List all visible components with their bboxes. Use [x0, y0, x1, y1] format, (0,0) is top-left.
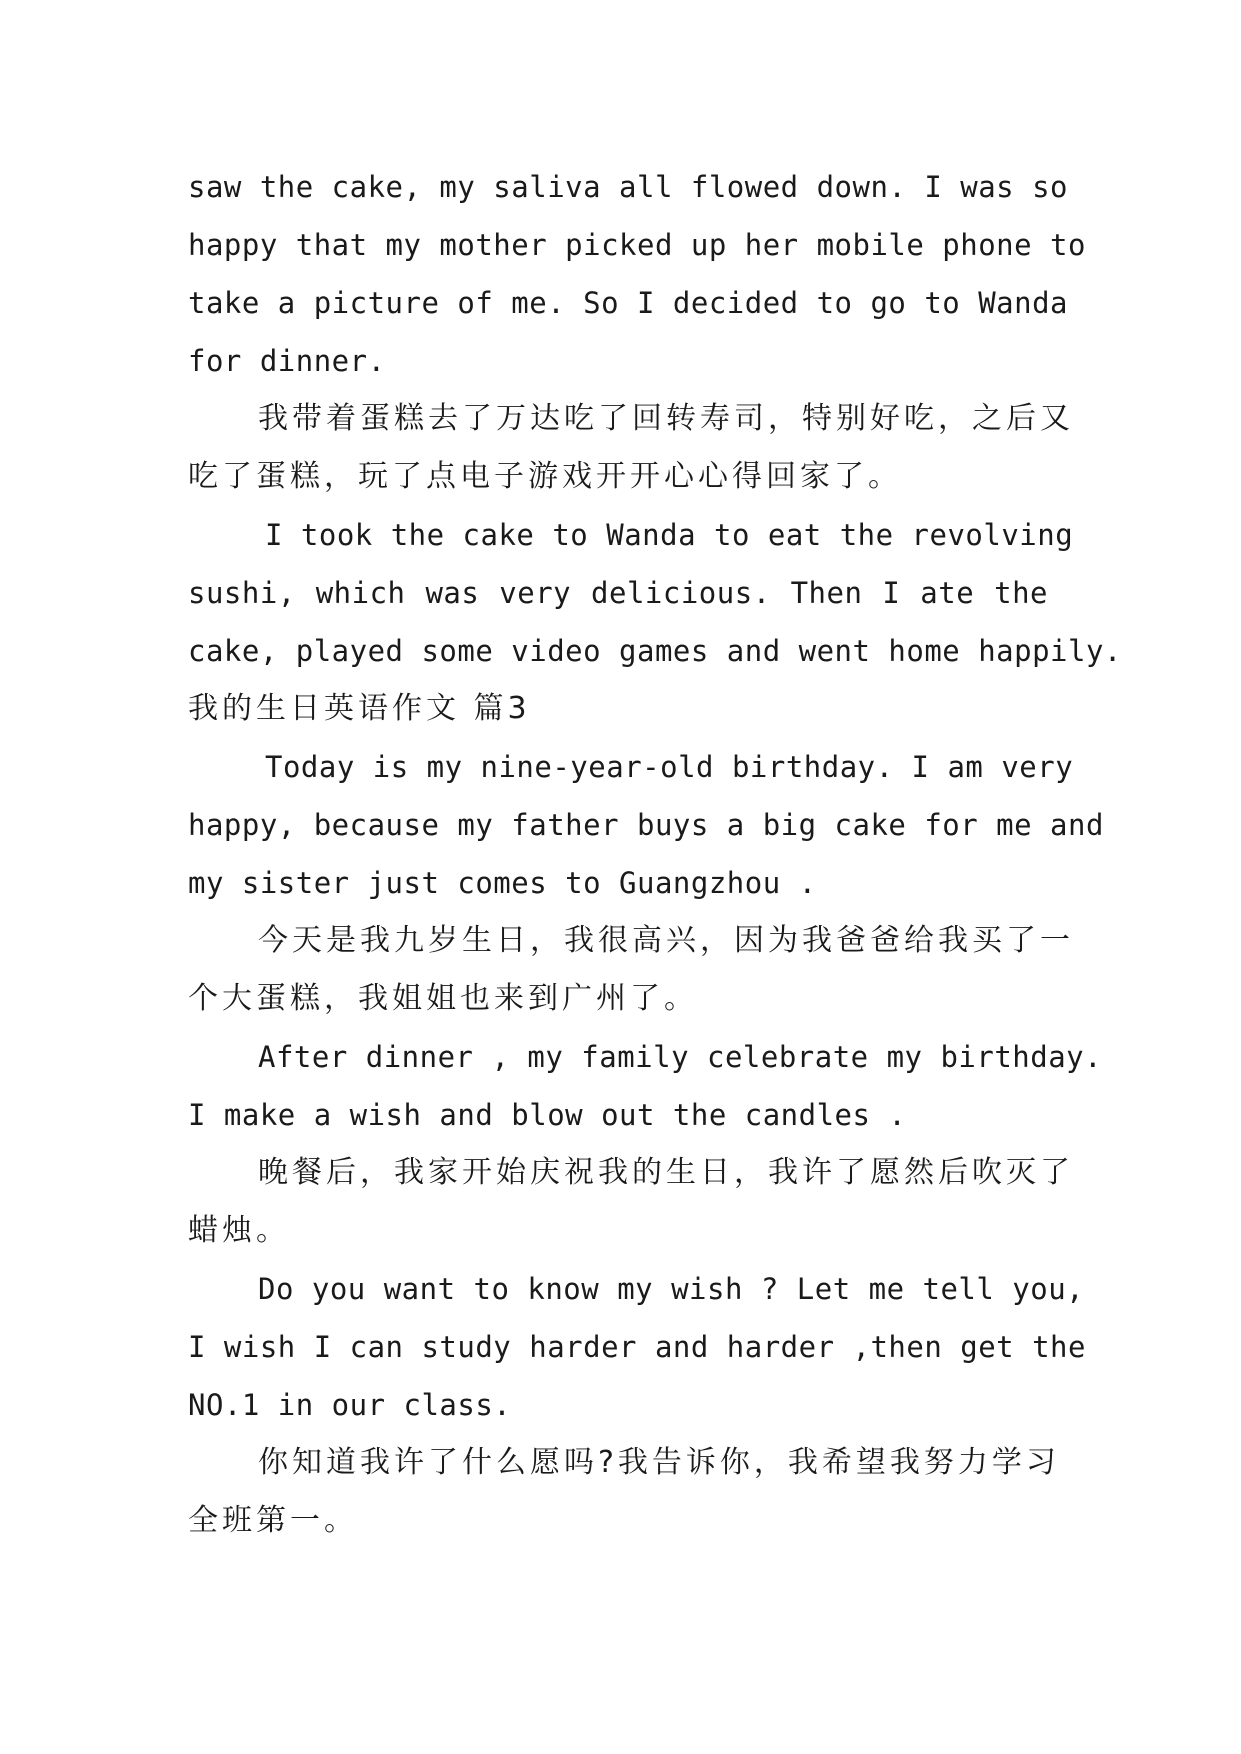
text-line: After dinner , my family celebrate my birthday.	[258, 1040, 1103, 1074]
text-line: sushi, which was very delicious. Then I ate the	[188, 576, 1048, 610]
text-line: 个大蛋糕，我姐姐也来到广州了。	[188, 981, 698, 1016]
text-line: take a picture of me. So I decided to go to Wanda	[188, 286, 1069, 320]
text-line: 今天是我九岁生日，我很高兴，因为我爸爸给我买了一	[258, 923, 1074, 958]
text-line: happy that my mother picked up her mobile phone to	[188, 228, 1086, 262]
text-line: I wish I can study harder and harder ,then get the	[188, 1330, 1086, 1364]
text-line: for dinner.	[188, 344, 386, 378]
text-line: 晚餐后，我家开始庆祝我的生日，我许了愿然后吹灭了	[258, 1155, 1074, 1190]
text-line: 你知道我许了什么愿吗?我告诉你，我希望我努力学习	[258, 1445, 1060, 1480]
text-line: 我带着蛋糕去了万达吃了回转寿司，特别好吃，之后又	[258, 401, 1074, 436]
text-line: 蜡烛。	[188, 1213, 290, 1248]
text-line: cake, played some video games and went home happily.	[188, 634, 1122, 668]
document-body	[188, 158, 1122, 1550]
text-line: happy, because my father buys a big cake for me and	[188, 808, 1104, 842]
text-line: I took the cake to Wanda to eat the revolving	[265, 518, 1074, 552]
text-line: my sister just comes to Guangzhou .	[188, 866, 817, 900]
section-heading: 我的生日英语作文 篇3	[188, 691, 531, 726]
text-line: 吃了蛋糕，玩了点电子游戏开开心心得回家了。	[188, 459, 902, 494]
text-line: Today is my nine-year-old birthday. I am very	[265, 750, 1074, 784]
text-line: Do you want to know my wish ? Let me tell you,	[258, 1272, 1085, 1306]
text-line: saw the cake, my saliva all flowed down. I was so	[188, 170, 1069, 204]
text-line: I make a wish and blow out the candles .	[188, 1098, 907, 1132]
text-line: 全班第一。	[188, 1503, 358, 1538]
text-line: NO.1 in our class.	[188, 1388, 512, 1422]
